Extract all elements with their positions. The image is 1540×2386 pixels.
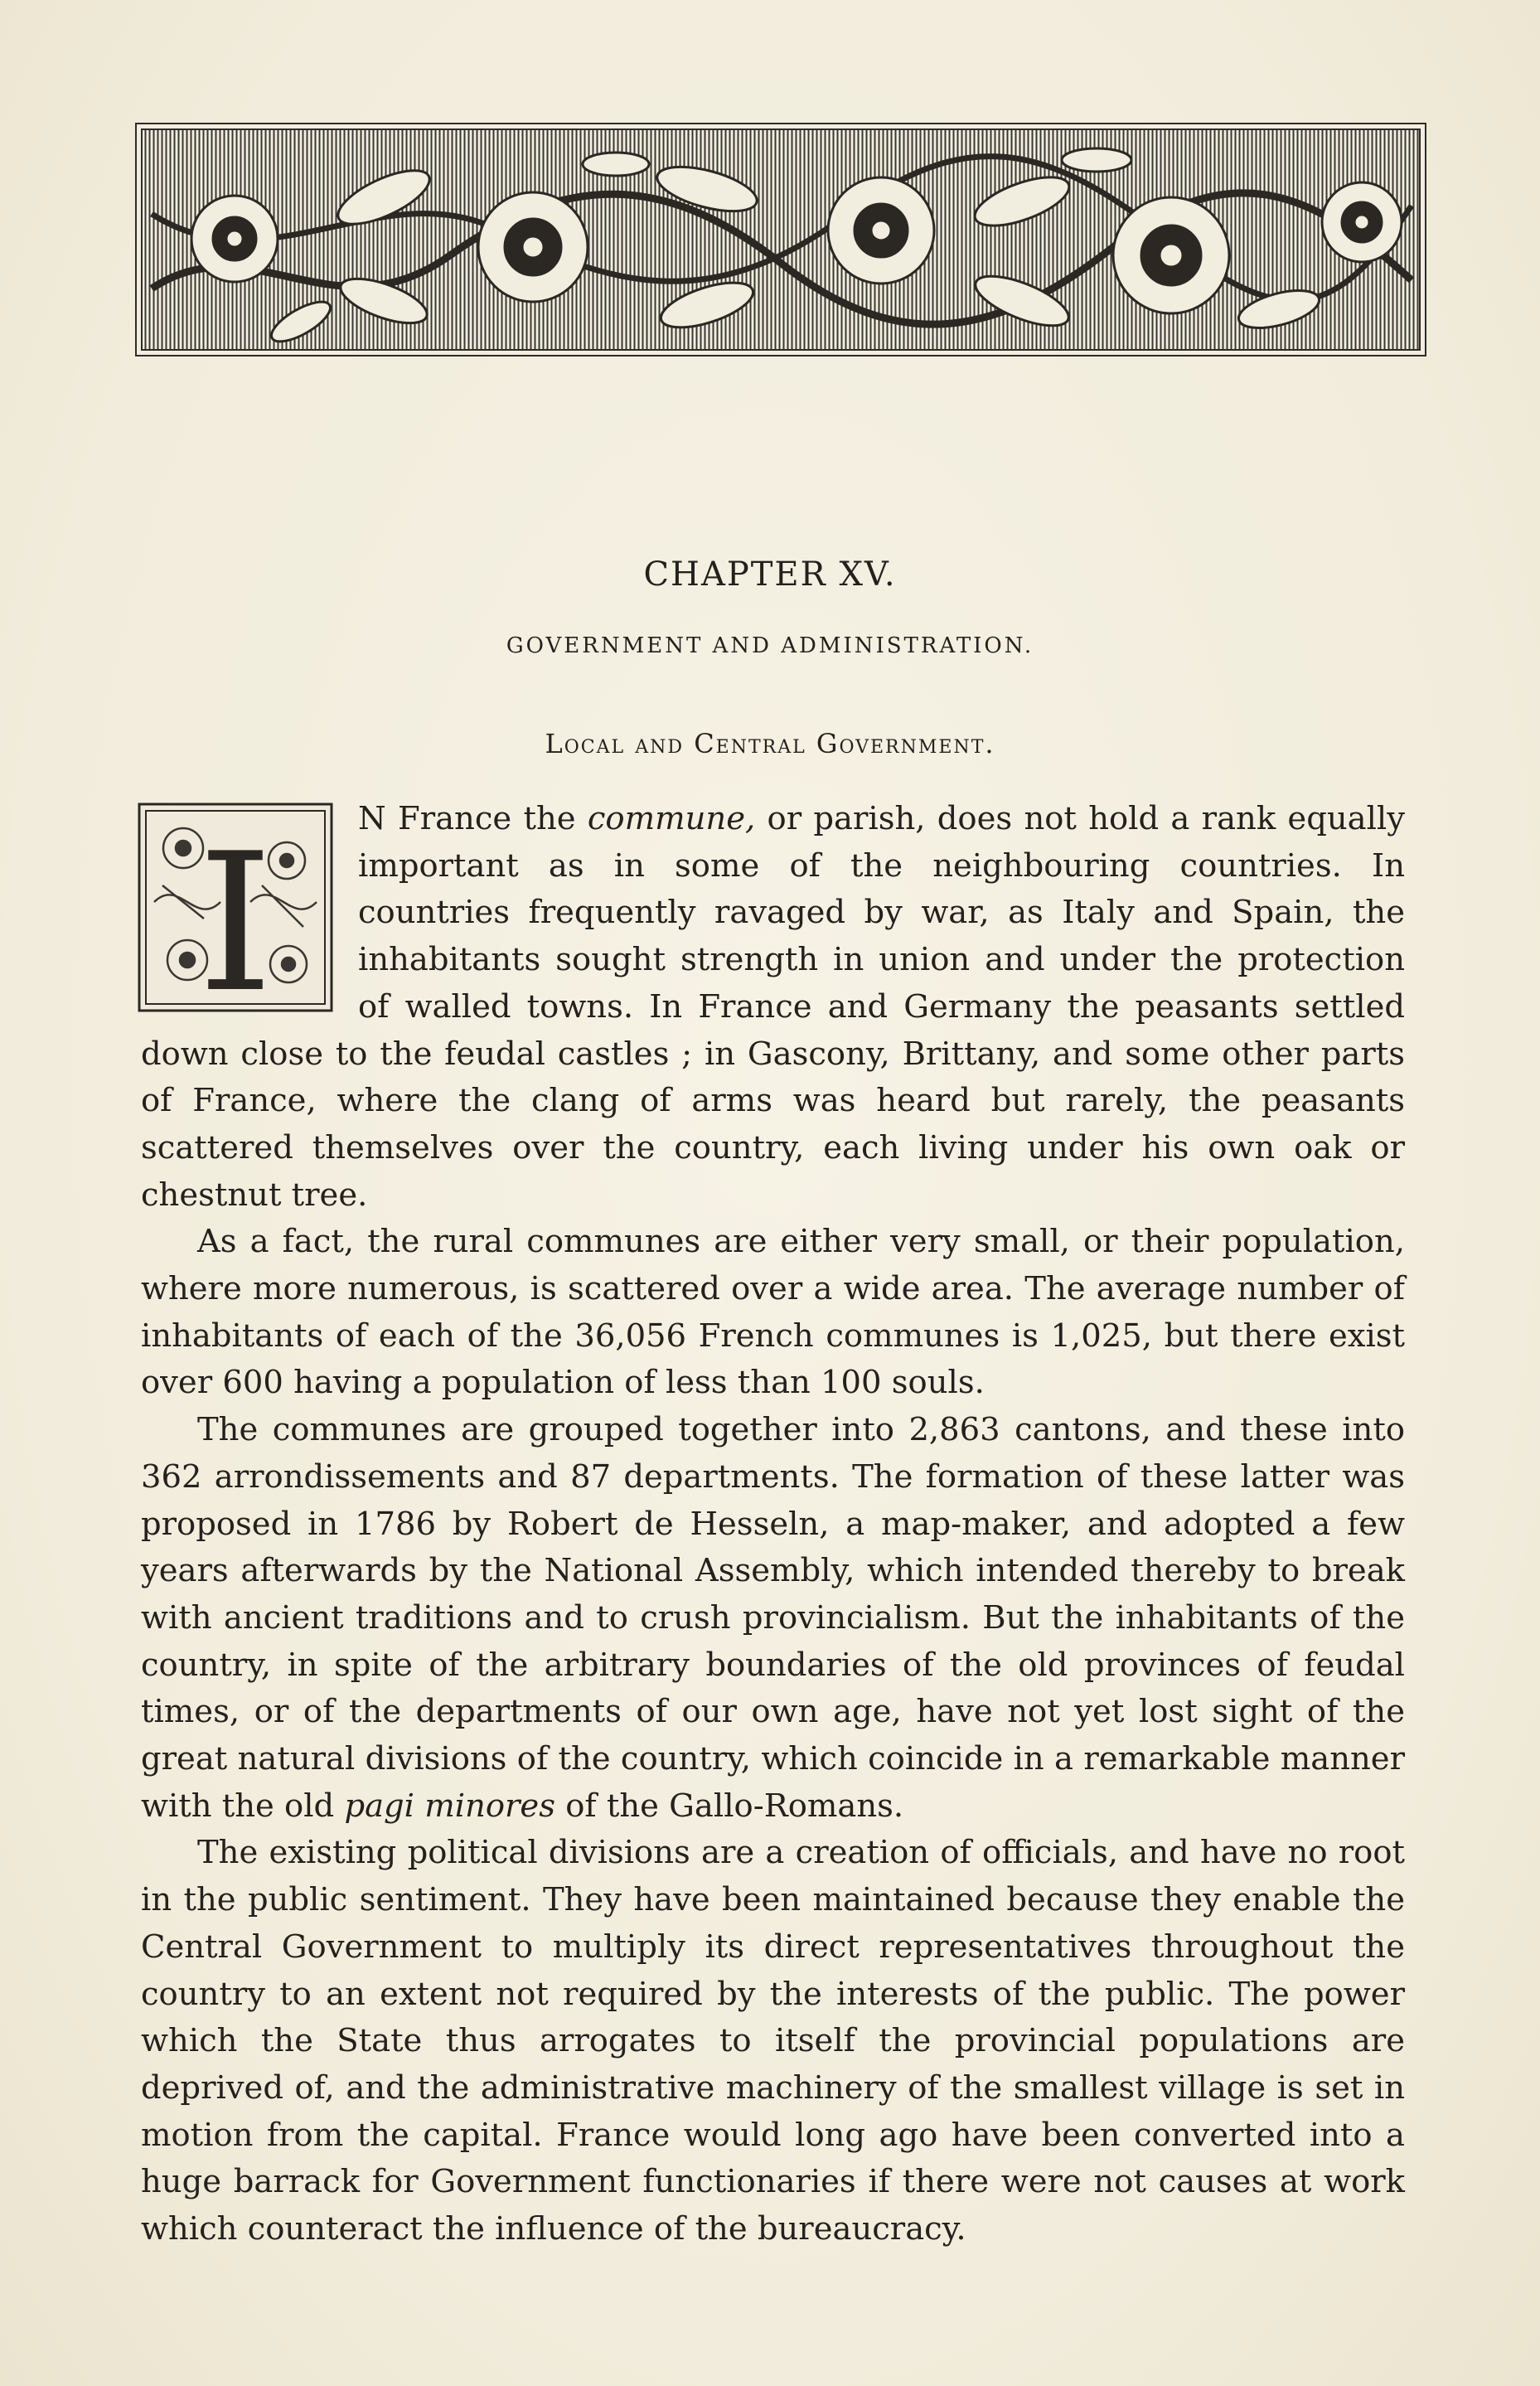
initial-spacer [141,796,358,1028]
para-3-seg-1: The communes are grouped together into 2,863 cantons, and these into 362 arrondissements and 87 departments. The formation of these latter was proposed in 1786 by Robert de Hesseln, a map-maker, and adopted a few years afterwards by the National Assembly, which intended thereby to break with ancient traditions and to crush provincialism. But the inhabitants of the country, in spite of the arbitrary boundaries of the old provinces of feudal times, or of the departments of our own age, have not yet lost sight of the great natural divisions of the country, which coincide in a remarkable manner with the old [141,1411,1405,1825]
paragraph [141,1830,1405,2253]
paragraph [141,796,1405,1219]
body-text [141,796,1405,2253]
para-2-seg-1: As a fact, the rural communes are either very small, or their population, where more numerous, is scattered over a wide area. The average number of inhabitants of each of the 36,056 French communes is 1,025, but there exist over 600 having a population of less than 100 souls. [141,1223,1405,1402]
ornamental-headpiece [135,123,1426,356]
initial-letter: I [197,813,274,1012]
paragraph [141,1407,1405,1830]
para-4-seg-1: The existing political divisions are a creation of officials, and have no root in the public sentiment. They have been maintained because they enable the Central Government to multiply its direct representatives throughout the country to an extent not required by the interests of the public. The power which the State thus arrogates to itself the provincial populations are deprived of, and the administrative machinery of the smallest village is set in motion from the capital. France would long ago have been converted into a huge barrack for Government functionaries if there were not causes at work which counteract the influence of the bureaucracy. [141,1834,1405,2248]
initial-remainder: N [358,800,386,837]
para-3-seg-3: of the Gallo-Romans. [554,1787,904,1825]
paragraph [141,1219,1405,1407]
para-3-seg-2: pagi minores [344,1787,555,1825]
section-title: GOVERNMENT AND ADMINISTRATION. [506,633,1034,658]
para-1-seg-1: France the [385,800,588,837]
chapter-title: CHAPTER XV. [643,555,897,594]
subsection-title: Local and Central Government. [545,728,995,759]
para-1-seg-3: or parish, does not hold a rank equally important as in some of the neighbouring countries. In countries frequently ravaged by war, as Italy and Spain, the inhabitants sought strength in union and under the protection of walled towns. In France and Germany the peasants settled down close to the feudal castles ; in Gascony, Brittany, and some other parts of France, where the clang of arms was heard but rarely, the peasants scattered themselves over the country, each living under his own oak or chestnut tree. [141,800,1405,1214]
para-1-seg-2: commune, [587,800,756,837]
